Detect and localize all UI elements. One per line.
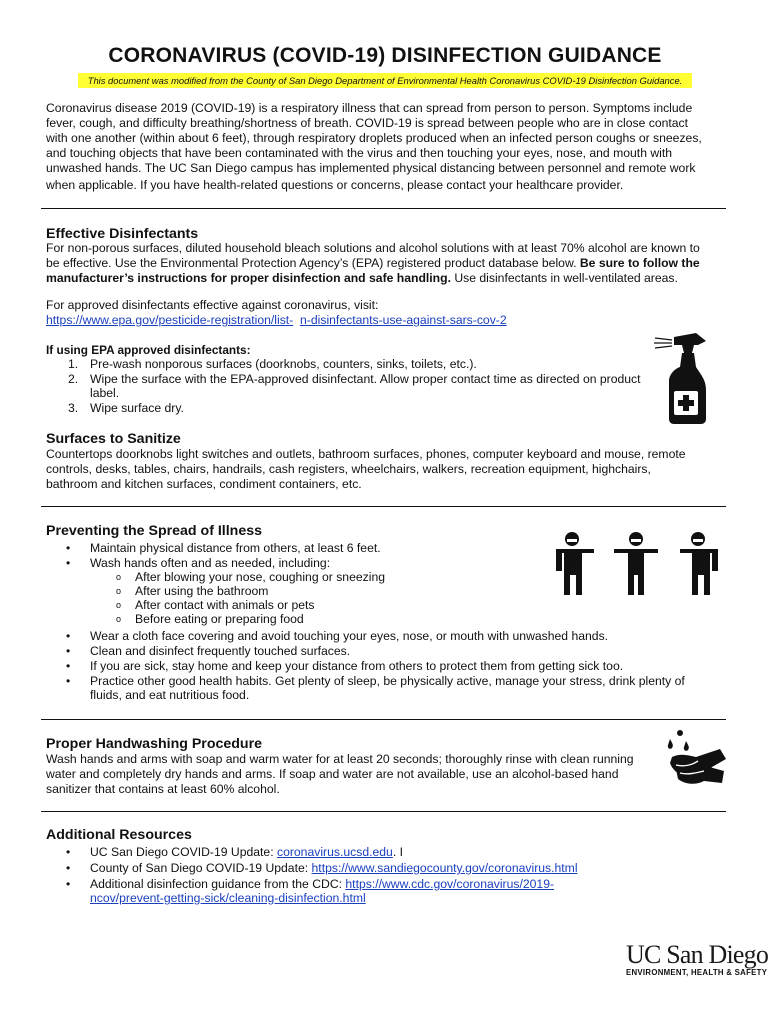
epa-approved-heading: If using EPA approved disinfectants:: [46, 343, 251, 357]
section-divider: [41, 506, 726, 507]
intro-line: unwashed hands. The UC San Diego campus has implemented physical distancing between personnel and remote work: [46, 161, 696, 175]
effective-paragraph: [46, 241, 724, 286]
prevent-sub-item: After using the bathroom: [135, 584, 269, 598]
bullet-dot: •: [66, 659, 71, 673]
surfaces-line: bathroom and kitchen surfaces, condiment containers, etc.: [46, 477, 362, 491]
cdc-link-part2[interactable]: ncov/prevent-getting-sick/cleaning-disinfection.html: [90, 891, 366, 905]
step-line: label.: [90, 386, 120, 400]
bullet-dot: •: [66, 644, 71, 658]
preventing-heading: Preventing the Spread of Illness: [46, 523, 263, 539]
step-number: 1.: [68, 357, 79, 371]
resource-tail: . I: [392, 845, 403, 859]
spray-bottle-icon: [652, 329, 724, 425]
sub-bullet-marker: o: [116, 600, 122, 610]
sub-bullet-marker: o: [116, 614, 122, 624]
surfaces-line: controls, desks, tables, chairs, handrails, cash registers, wheelchairs, walkers, recreation equipment, highchairs,: [46, 462, 651, 476]
step-number: 2.: [68, 372, 79, 386]
epa-link-part2[interactable]: n-disinfectants-use-against-sars-cov-2: [300, 313, 507, 327]
effective-text: Use disinfectants in well-ventilated areas.: [450, 271, 678, 285]
effective-line: For non-porous surfaces, diluted household bleach solutions and alcohol solutions with at least 70% alcohol are known to: [46, 241, 700, 255]
epa-link-line: [46, 313, 724, 328]
surfaces-heading: Surfaces to Sanitize: [46, 431, 181, 447]
intro-line: Coronavirus disease 2019 (COVID-19) is a respiratory illness that can spread from person to person. Symptoms include: [46, 101, 693, 115]
effective-text: be effective. Use the Environmental Protection Agency’s (EPA) registered product database below.: [46, 256, 577, 270]
prevent-sub-item: Before eating or preparing food: [135, 612, 304, 626]
surfaces-line: Countertops doorknobs light switches and outlets, bathroom surfaces, phones, computer keyboard and mouse, remote: [46, 447, 686, 461]
intro-line: when applicable. If you have health-related questions or concerns, please contact your healthcare provider.: [46, 178, 624, 192]
handwashing-paragraph: [46, 752, 724, 797]
bullet-dot: •: [66, 541, 71, 555]
resource-item: [90, 845, 403, 859]
bullet-dot: •: [66, 556, 71, 570]
sub-bullet-marker: o: [116, 586, 122, 596]
step-item: Pre-wash nonporous surfaces (doorknobs, counters, sinks, toilets, etc.).: [90, 357, 477, 371]
prevent-bullet: [90, 674, 710, 702]
resource-text: County of San Diego COVID-19 Update:: [90, 861, 312, 875]
bullet-dot: •: [66, 845, 71, 859]
handwashing-icon: [666, 727, 728, 793]
handwashing-line: water and completely dry hands and arms. If soap and water are not available, use an alcohol-based hand: [46, 767, 619, 781]
prevent-sub-item: After contact with animals or pets: [135, 598, 315, 612]
resource-item: [90, 861, 578, 875]
step-item: Wipe surface dry.: [90, 401, 184, 415]
intro-line: and touching objects that have been contaminated with the virus and then touching your eyes, nose, and mouth with: [46, 146, 673, 160]
prevent-bullet-line: Practice other good health habits. Get plenty of sleep, be physically active, manage your stress, drink plenty of: [90, 674, 685, 688]
visit-paragraph: [46, 298, 724, 328]
step-number: 3.: [68, 401, 79, 415]
prevent-bullet: Wash hands often and as needed, including:: [90, 556, 331, 570]
prevent-bullet: Maintain physical distance from others, at least 6 feet.: [90, 541, 381, 555]
source-note: This document was modified from the County of San Diego Department of Environmental Health Coronavirus COVID-19 Disinfection Guidance.: [78, 73, 692, 88]
document-title: CORONAVIRUS (COVID-19) DISINFECTION GUIDANCE: [108, 44, 662, 67]
people-distancing-icon: [556, 531, 722, 597]
intro-line: fever, cough, and difficulty breathing/shortness of breath. COVID-19 is spread between people who are in close contact: [46, 116, 689, 130]
step-item: [90, 372, 650, 400]
county-link[interactable]: https://www.sandiegocounty.gov/coronavirus.html: [311, 861, 578, 875]
epa-link-part1[interactable]: https://www.epa.gov/pesticide-registration/list-: [46, 313, 294, 327]
resource-item: [90, 877, 554, 905]
section-divider: [41, 719, 726, 720]
effective-line: [46, 271, 724, 286]
resource-text: UC San Diego COVID-19 Update:: [90, 845, 277, 859]
cdc-link-part1[interactable]: https://www.cdc.gov/coronavirus/2019-: [345, 877, 555, 891]
handwashing-line: Wash hands and arms with soap and warm water for at least 20 seconds; thoroughly rinse with clean running: [46, 752, 634, 766]
resource-line: [90, 877, 554, 891]
intro-line: with one another (within about 6 feet), through respiratory droplets produced when an infected person coughs or sneezes,: [46, 131, 702, 145]
section-divider: [41, 811, 726, 812]
ucsd-link[interactable]: coronavirus.ucsd.edu: [276, 845, 393, 859]
effective-bold: manufacturer’s instructions for proper disinfection and safe handling.: [46, 271, 451, 285]
resource-line: [90, 891, 554, 905]
section-divider: [41, 208, 726, 209]
intro-paragraph: [46, 101, 724, 193]
bullet-dot: •: [66, 877, 71, 891]
effective-bold: Be sure to follow the: [576, 256, 700, 270]
bullet-dot: •: [66, 861, 71, 875]
visit-text: For approved disinfectants effective against coronavirus, visit:: [46, 298, 379, 312]
handwashing-line: sanitizer that contains at least 60% alcohol.: [46, 782, 280, 796]
prevent-bullet: Clean and disinfect frequently touched surfaces.: [90, 644, 351, 658]
prevent-bullet-line: fluids, and eat nutritious food.: [90, 688, 250, 702]
resource-text: Additional disinfection guidance from the CDC:: [90, 877, 346, 891]
surfaces-paragraph: [46, 447, 724, 492]
sub-bullet-marker: o: [116, 572, 122, 582]
resources-heading: Additional Resources: [46, 827, 192, 843]
ehs-tagline: ENVIRONMENT, HEALTH & SAFETY: [626, 968, 768, 977]
handwashing-heading: Proper Handwashing Procedure: [46, 736, 263, 752]
bullet-dot: •: [66, 629, 71, 643]
step-line: Wipe the surface with the EPA-approved disinfectant. Allow proper contact time as directed on product: [90, 372, 641, 386]
bullet-dot: •: [66, 674, 71, 688]
prevent-bullet: Wear a cloth face covering and avoid touching your eyes, nose, or mouth with unwashed hands.: [90, 629, 609, 643]
prevent-sub-item: After blowing your nose, coughing or sneezing: [135, 570, 385, 584]
prevent-bullet: If you are sick, stay home and keep your distance from others to protect them from getting sick too.: [90, 659, 624, 673]
effective-disinfectants-heading: Effective Disinfectants: [46, 226, 199, 242]
ucsd-logo: UC San Diego: [626, 940, 768, 969]
effective-line: [46, 256, 724, 271]
